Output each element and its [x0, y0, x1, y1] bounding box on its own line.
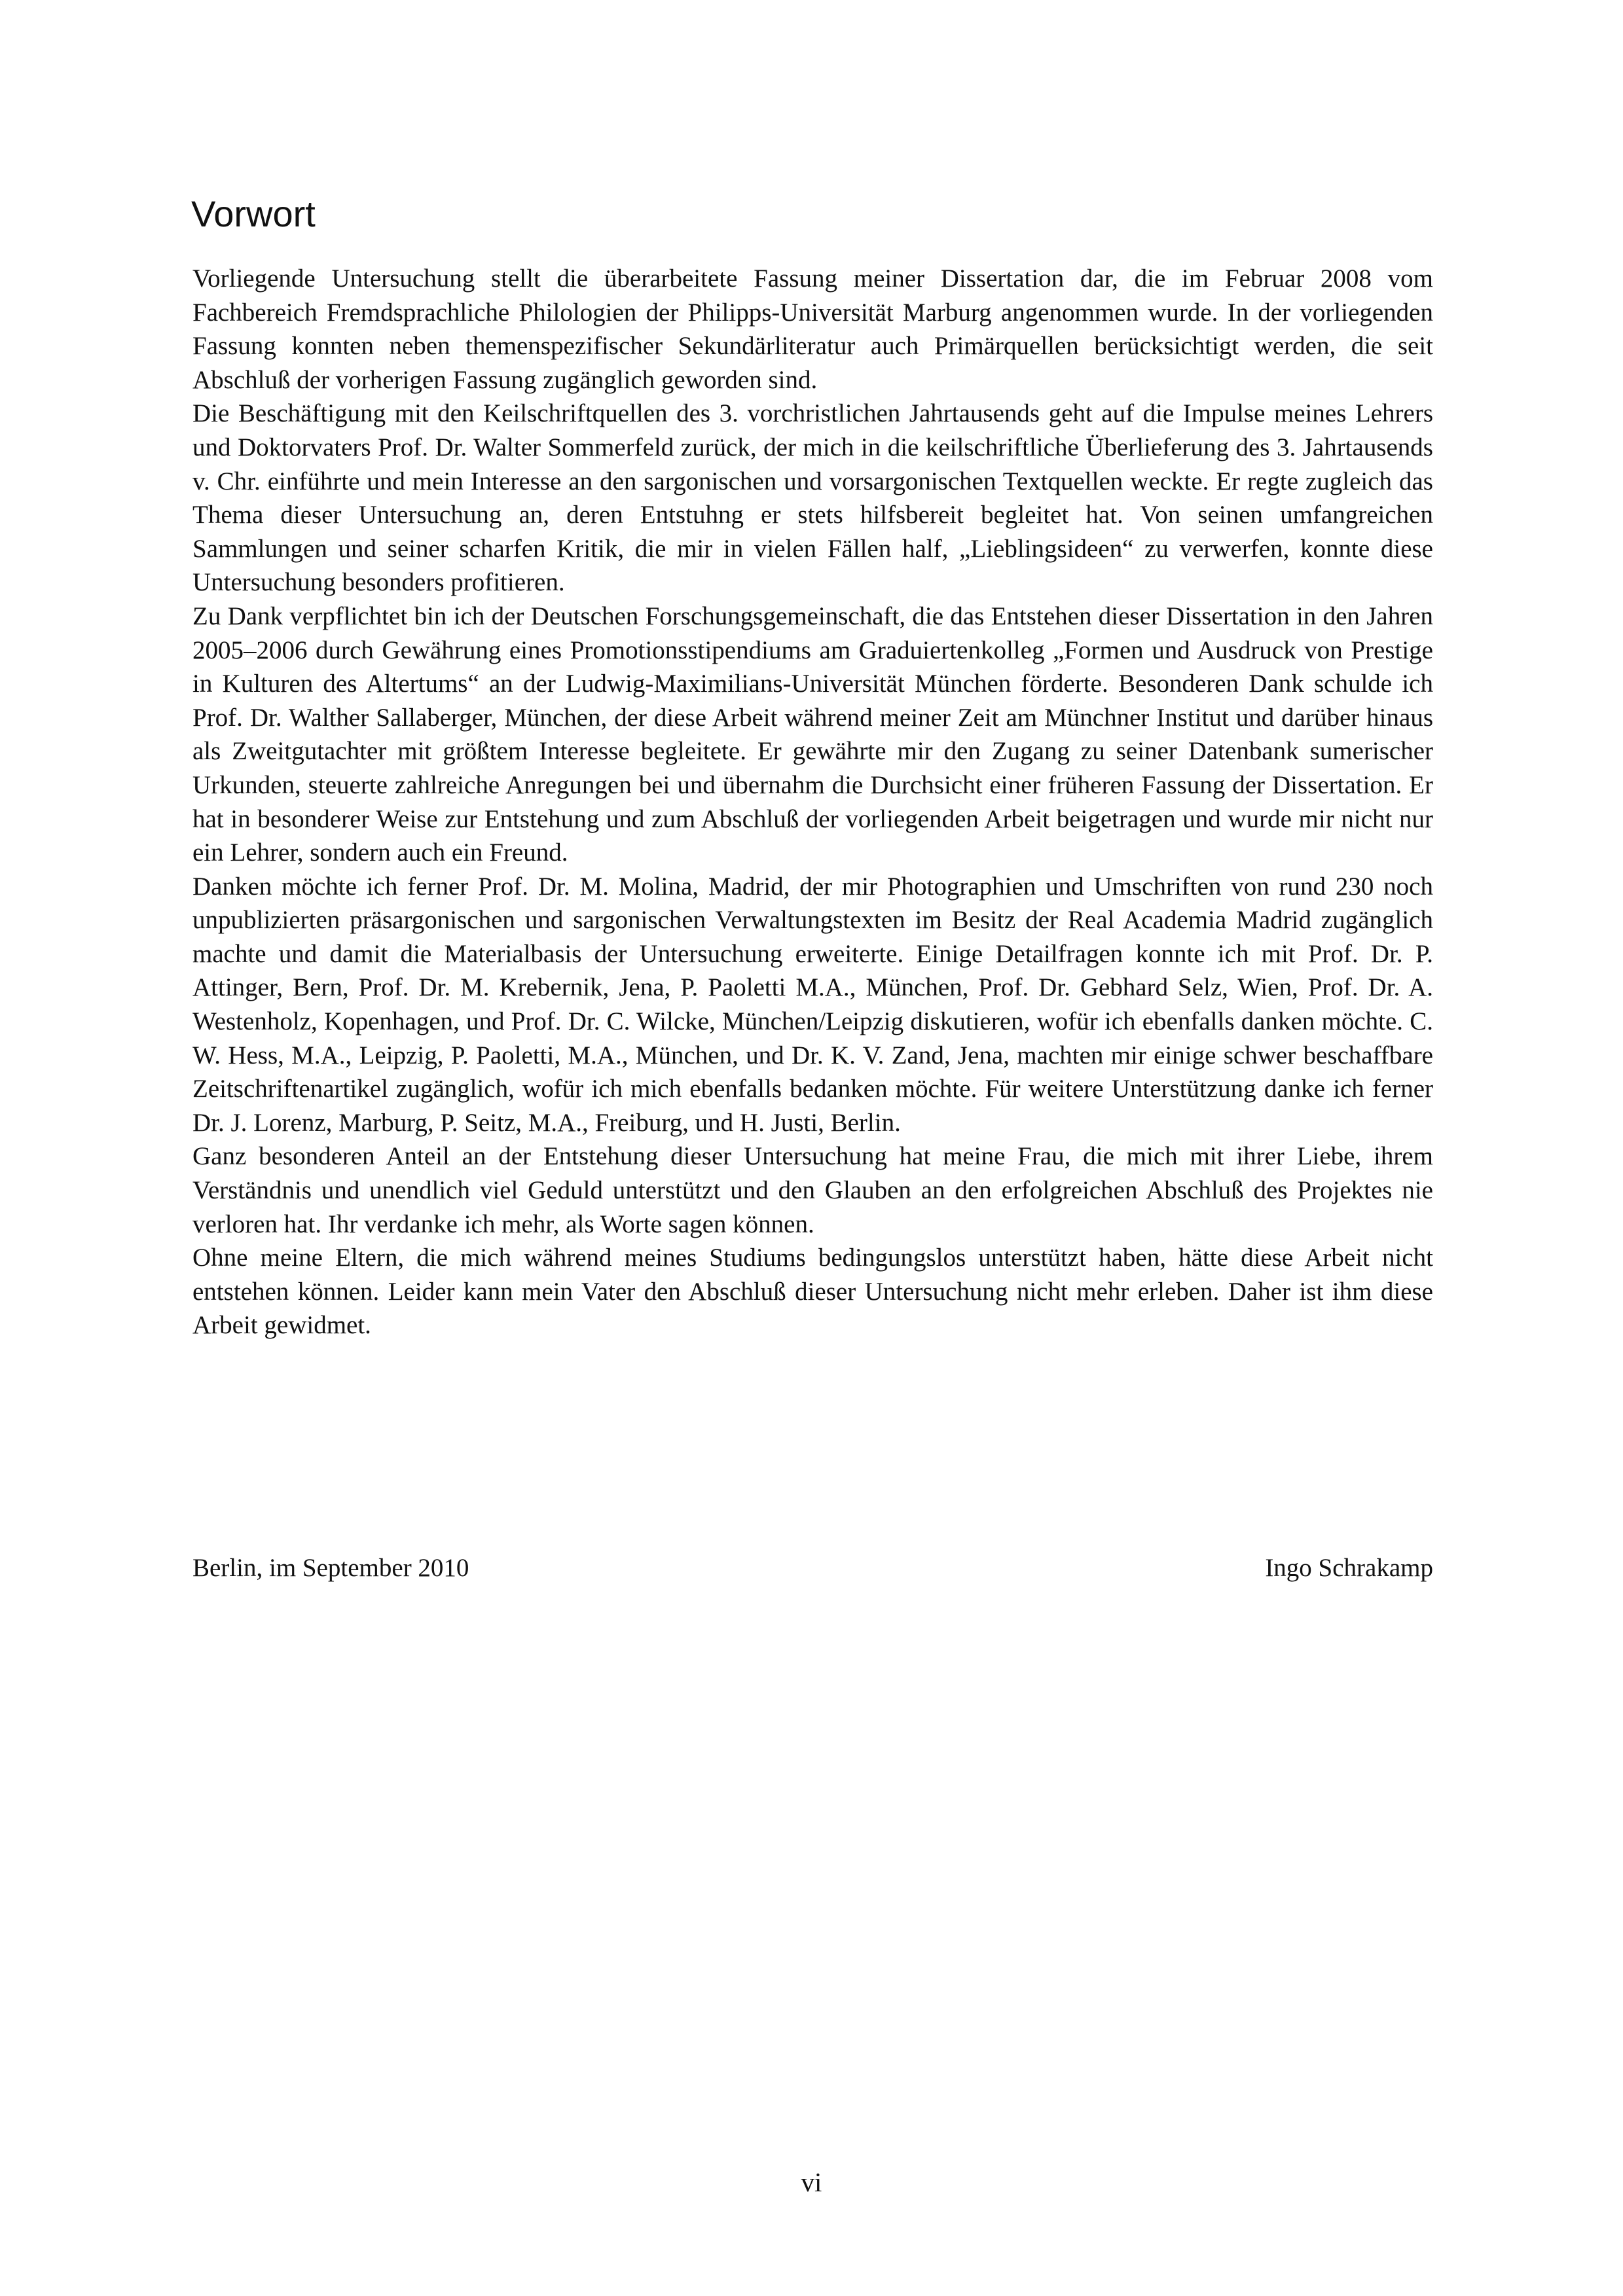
- page-title: Vorwort: [191, 193, 316, 234]
- paragraph-2: Die Beschäftigung mit den Keilschriftquellen des 3. vorchristlichen Jahrtausends geht auf die Impulse meines Lehrers und Doktorvaters Prof. Dr. Walter Sommerfeld zurück, der mich in die keilschriftliche Überlieferung des 3. Jahrtausends v. Chr. einführte und mein Interesse an den sargonischen und vorsargonischen Textquellen weckte. Er regte zugleich das Thema dieser Untersuchung an, deren Entstuhng er stets hilfsbereit begleitet hat. Von seinen umfangreichen Sammlungen und seiner scharfen Kritik, die mir in vielen Fällen half, „Lieblingsideen“ zu verwerfen, konnte diese Untersuchung besonders profitieren.: [192, 399, 1433, 597]
- paragraph-5: Ganz besonderen Anteil an der Entstehung dieser Untersuchung hat meine Frau, die mich mit ihrer Liebe, ihrem Verständnis und unendlich viel Geduld unterstützt und den Glauben an den erfolgreichen Abschluß des Projektes nie verloren hat. Ihr verdanke ich mehr, als Worte sagen können.: [192, 1142, 1433, 1238]
- paragraph-4: Danken möchte ich ferner Prof. Dr. M. Molina, Madrid, der mir Photographien und Umschriften von rund 230 noch unpublizierten präsargonischen und sargonischen Verwaltungstexten im Besitz der Real Academia Madrid zugänglich machte und damit die Materialbasis der Untersuchung erweiterte. Einige Detailfragen konnte ich mit Prof. Dr. P. Attinger, Bern, Prof. Dr. M. Krebernik, Jena, P. Paoletti M.A., München, Prof. Dr. Gebhard Selz, Wien, Prof. Dr. A. Westenholz, Kopenhagen, und Prof. Dr. C. Wilcke, München/Leipzig diskutieren, wofür ich ebenfalls danken möchte. C. W. Hess, M.A., Leipzig, P. Paoletti, M.A., München, und Dr. K. V. Zand, Jena, machten mir einige schwer beschaffbare Zeitschriftenartikel zugänglich, wofür ich mich ebenfalls bedanken möchte. Für weitere Unterstützung danke ich ferner Dr. J. Lorenz, Marburg, P. Seitz, M.A., Freiburg, und H. Justi, Berlin.: [192, 872, 1433, 1137]
- signature-line: [192, 1551, 1433, 1585]
- place-date: Berlin, im September 2010: [192, 1554, 469, 1582]
- foreword-body: [192, 262, 1433, 1342]
- paragraph-3: Zu Dank verpflichtet bin ich der Deutschen Forschungsgemeinschaft, die das Entstehen dieser Dissertation in den Jahren 2005–2006 durch Gewährung eines Promotionsstipendiums am Graduiertenkolleg „Formen und Ausdruck von Prestige in Kulturen des Altertums“ an der Ludwig-Maximilians-Universität München förderte. Besonderen Dank schulde ich Prof. Dr. Walther Sallaberger, München, der diese Arbeit während meiner Zeit am Münchner Institut und darüber hinaus als Zweitgutachter mit größtem Interesse begleitete. Er gewährte mir den Zugang zu seiner Datenbank sumerischer Urkunden, steuerte zahlreiche Anregungen bei und übernahm die Durchsicht einer früheren Fassung der Dissertation. Er hat in besonderer Weise zur Entstehung und zum Abschluß der vorliegenden Arbeit beigetragen und wurde mir nicht nur ein Lehrer, sondern auch ein Freund.: [192, 601, 1433, 867]
- author-name: Ingo Schrakamp: [1265, 1554, 1433, 1582]
- paragraph-1: Vorliegende Untersuchung stellt die überarbeitete Fassung meiner Dissertation dar, die im Februar 2008 vom Fachbereich Fremdsprachliche Philologien der Philipps-Universität Marburg angenommen wurde. In der vorliegenden Fassung konnten neben themenspezifischer Sekundärliteratur auch Primärquellen berücksichtigt werden, die seit Abschluß der vorherigen Fassung zugänglich geworden sind.: [192, 264, 1433, 394]
- page-number: vi: [801, 2167, 822, 2197]
- paragraph-6: Ohne meine Eltern, die mich während meines Studiums bedingungslos unterstützt haben, hätte diese Arbeit nicht entstehen können. Leider kann mein Vater den Abschluß dieser Untersuchung nicht mehr erleben. Daher ist ihm diese Arbeit gewidmet.: [192, 1244, 1433, 1340]
